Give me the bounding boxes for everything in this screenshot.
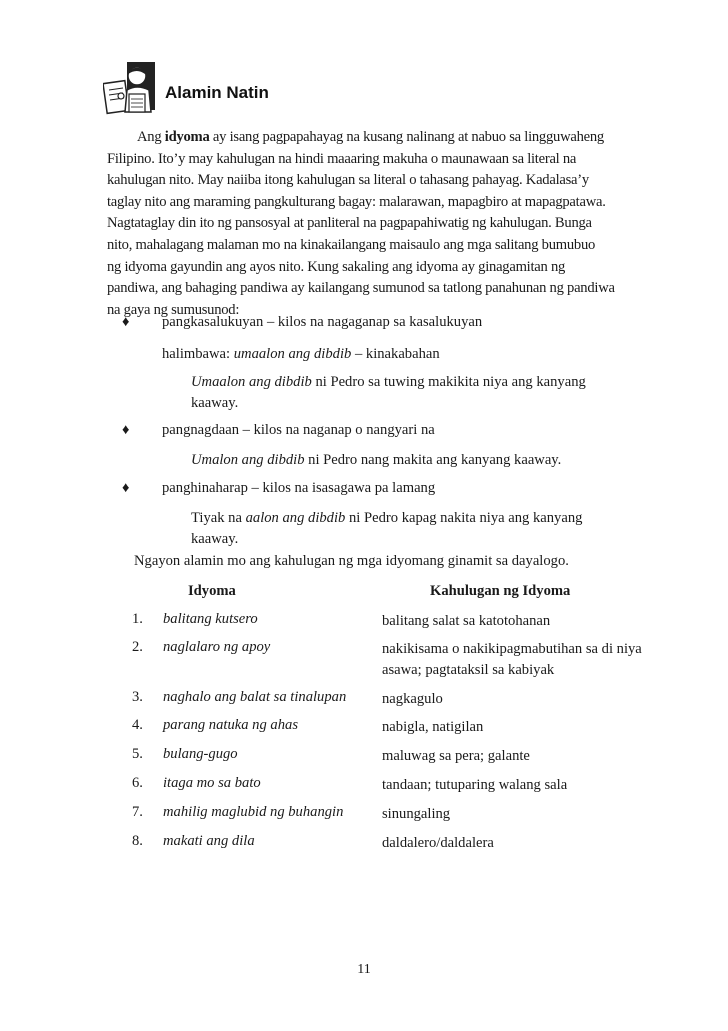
bullet-icon: ♦ — [122, 480, 130, 496]
example-sentence: Umaalon ang dibdib ni Pedro sa tuwing makikita niya ang kanyang kaaway. — [191, 374, 586, 411]
page-number: 11 — [357, 962, 371, 977]
intro-paragraph — [107, 127, 647, 321]
example-line: halimbawa: umaalon ang dibdib – kinakabahan — [162, 346, 440, 362]
document-page: Alamin Natin Ang idyoma ay isang pagpapahayag na kusang nalinang at nabuo sa lingguwaheng Filipino. Ito’y may kahulugan na hindi maaaring makuha o maunawaan sa literal na kahulugan nito. May naiiba itong kahulugan sa literal o tahasang pahayag. Kadalasa’y taglay nito ang maraming pangkulturang bagay: malarawan, mapagbiro at mapagpatawa. Nagtataglay din ito ng pansosyal at panliteral na pagpapahiwatig ng kahulugan. Bunga nito, mahalagang malaman mo na kinakailangang maisaulo ang mga salitang bumubuo ng idyoma gayundin ang ayos nito. Kung sakaling ang idyoma ay ginagamitan ng pandiwa, ang bahaging pandiwa ay kailangang sumunod sa tatlong panahunan ng pandiwa na gaya ng sumusunod: ♦ pangkasalukuyan – kilos na nagaganap sa kasalukuyan halimbawa: umaalon ang dibdib – kinakabahan Umaalon ang dibdib ni Pedro sa tuwing makikita niya ang kanyang kaaway. ♦ pangnagdaan – kilos na naganap o nangyari na Umalon ang dibdib ni Pedro nang makita ang kanyang kaaway. ♦ panghinaharap – kilos na isasagawa pa lamang Tiyak na aalon ang dibdib ni Pedro kapag nakita niya ang kanyang kaaway. Ngayon alamin mo ang kahulugan ng mga idyomang ginamit sa dayalogo. Idyoma Kahulugan ng Idyoma 1. balitang kutsero balitang salat sa katotohanan 2. naglalaro ng apoy nakikisama o nakikipagmabutihan sa di niya asawa; pagtataksil sa kabiyak 3. naghalo ang balat sa tinalupan nagkagulo 4. parang natuka ng ahas nabigla, natigilan 5. bulang-gugo maluwag sa pera; galante 6. itaga mo sa bato tandaan; tutuparing walang sala 7. mahilig maglubid ng buhangin sinungaling 8. makati ang dila daldalero/daldalera 11 — [0, 0, 728, 1031]
bullet-icon: ♦ — [122, 422, 130, 438]
bullet-label: pangnagdaan – kilos na naganap o nangyari na — [162, 422, 435, 438]
bullet-icon: ♦ — [122, 314, 130, 330]
example-sentence: Tiyak na aalon ang dibdib ni Pedro kapag nakita niya ang kanyang kaaway. — [191, 510, 583, 547]
intro-line: kahulugan nito. May naiiba itong kahulugan sa literal o tahasang pahayag. Kadalasa’y — [107, 172, 589, 189]
intro-line: Filipino. Ito’y may kahulugan na hindi maaaring makuha o maunawaan sa literal na — [107, 150, 577, 167]
bullet-label: panghinaharap – kilos na isasagawa pa lamang — [162, 480, 436, 496]
idyoma-term: idyoma — [164, 129, 210, 145]
bullet-label: pangkasalukuyan – kilos na nagaganap sa kasalukuyan — [162, 314, 483, 330]
column-header-kahulugan: Kahulugan ng Idyoma — [430, 583, 571, 599]
intro-line: ng idyoma gayundin ang ayos nito. Kung sakaling ang idyoma ay ginagamitan ng — [107, 258, 566, 275]
column-header-idyoma: Idyoma — [188, 583, 236, 599]
intro-line: Ang idyoma ay isang pagpapahayag na kusang nalinang at nabuo sa lingguwaheng — [137, 129, 604, 145]
instruction-text: Ngayon alamin mo ang kahulugan ng mga idyomang ginamit sa dayalogo. — [134, 553, 569, 569]
section-header — [103, 60, 503, 120]
section-title: Alamin Natin — [165, 83, 269, 102]
intro-line: pandiwa, ang bahaging pandiwa ay kailangang sumunod sa tatlong panahunan ng pandiwa — [107, 280, 615, 297]
intro-line: Nagtataglay din ito ng pansosyal at panliteral na pagpapahiwatig ng kahulugan. Bunga — [107, 215, 592, 232]
reading-person-icon — [103, 60, 159, 118]
intro-line: nito, mahalagang malaman mo na kinakailangang maisaulo ang mga salitang bumubuo — [107, 236, 596, 253]
intro-line: taglay nito ang maraming pangkulturang bagay: malarawan, mapagbiro at mapagpatawa. — [107, 193, 606, 210]
example-sentence: Umalon ang dibdib ni Pedro nang makita ang kanyang kaaway. — [191, 452, 562, 468]
intro-line: na gaya ng sumusunod: — [107, 301, 240, 318]
